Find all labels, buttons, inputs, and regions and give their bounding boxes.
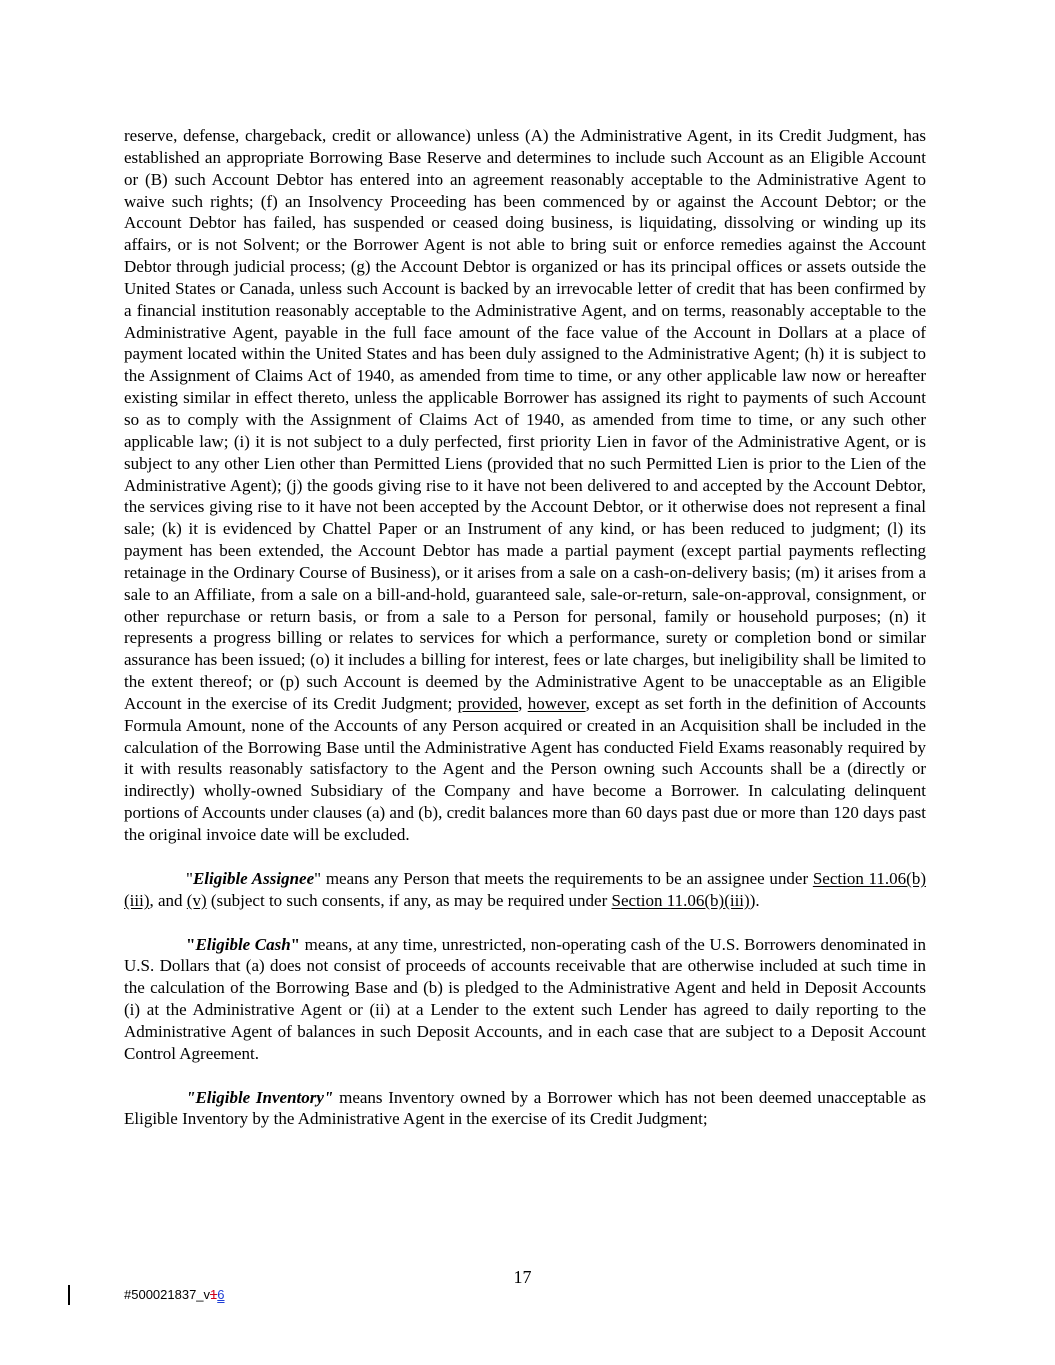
paragraph-eligible-account-continuation	[124, 125, 926, 846]
page-number: 17	[513, 1267, 532, 1287]
eligible-assignee-text1: means any Person that meets the requirements to be an assignee under	[321, 868, 813, 888]
however-term: however	[527, 693, 586, 713]
section-reference: Section 11.06(b)(iii)	[611, 890, 750, 910]
document-id	[124, 1287, 225, 1302]
open-quote: "	[186, 868, 193, 888]
open-quote: "	[186, 934, 196, 954]
continuation-text-part2: , except as set forth in the definition of Accounts Formula Amount, none of the Accounts of any Person acquired or created in an Acquisition shall be included in the calculation of the Borrowing Base until the Administrative Agent has conducted Field Exams reasonably required by it with results reasonably satisfactory to the Agent and the Person owning such Accounts shall be a (directly or indirectly) wholly-owned Subsidiary of the Company and have become a Borrower. In calculating delinquent portions of Accounts under clauses (a) and (b), credit balances more than 60 days past due or more than 120 days past the original invoice date will be excluded.	[124, 693, 927, 844]
eligible-inventory-text: means Inventory owned by a Borrower which has not been deemed unacceptable as Eligible Inventory by the Administrative Agent in the exercise of its Credit Judgment;	[124, 1087, 926, 1129]
paragraph-eligible-inventory	[124, 1087, 926, 1131]
provided-term: provided	[457, 693, 519, 713]
close-quote: "	[314, 868, 322, 888]
paragraph-eligible-cash	[124, 934, 926, 1065]
paragraph-eligible-assignee	[124, 868, 926, 912]
eligible-cash-text: means, at any time, unrestricted, non-operating cash of the U.S. Borrowers denominated in U.S. Dollars that (a) does not consist of proceeds of accounts receivable that are otherwise included at such time in the calculation of the Borrowing Base and (b) is pledged to the Administrative Agent and held in Deposit Accounts (i) at the Administrative Agent or (ii) at a Lender to the extent such Lender has agreed to daily reporting to the Administrative Agent of balances in such Deposit Accounts, and in each case that are subject to a Deposit Account Control Agreement.	[124, 934, 926, 1063]
eligible-assignee-text2: , and	[149, 890, 187, 910]
defined-term-eligible-inventory: "Eligible Inventory"	[186, 1087, 334, 1107]
section-reference: Section 11.06(b)(iii)	[124, 868, 926, 910]
revision-change-bar	[68, 1285, 70, 1305]
eligible-assignee-text4: ).	[749, 890, 760, 910]
defined-term-eligible-assignee: Eligible Assignee	[192, 868, 315, 888]
doc-id-inserted-version: 6	[217, 1287, 225, 1302]
clause-reference: (v)	[186, 890, 207, 910]
continuation-text-part1: reserve, defense, chargeback, credit or allowance) unless (A) the Administrative Agent, in its Credit Judgment, has established an appropriate Borrowing Base Reserve and determines to include such Account as an Eligible Account or (B) such Account Debtor has entered into an agreement reasonably acceptable to the Administrative Agent to waive such rights; (f) an Insolvency Proceeding has been commenced by or against the Account Debtor; or the Account Debtor has failed, has suspended or ceased doing business, is liquidating, dissolving or winding up its affairs, or is not Solvent; or the Borrower Agent is not able to bring suit or enforce remedies against the Account Debtor through judicial process; (g) the Account Debtor is organized or has its principal offices or assets outside the United States or Canada, unless such Account is backed by an irrevocable letter of credit that has been confirmed by a financial institution reasonably acceptable to the Administrative Agent, and on terms, reasonably acceptable to the Administrative Agent, payable in the full face amount of the face value of the Account in Dollars at a place of payment located within the United States and has been duly assigned to the Administrative Agent; (h) it is subject to the Assignment of Claims Act of 1940, as amended from time to time, or any other applicable law now or hereafter existing similar in effect thereto, unless the applicable Borrower has assigned its right to payments of such Account so as to comply with the Assignment of Claims Act of 1940, as amended from time to time, or any such other applicable law; (i) it is not subject to a duly perfected, first priority Lien in favor of the Administrative Agent, or is subject to any other Lien other than Permitted Liens (provided that no such Permitted Lien is prior to the Lien of the Administrative Agent); (j) the goods giving rise to it have not been delivered to and accepted by the Account Debtor, the services giving rise to it have not been accepted by the Account Debtor, or it otherwise does not represent a final sale; (k) it is evidenced by Chattel Paper or an Instrument of any kind, or has been reduced to judgment; (l) its payment has been extended, the Account Debtor has made a partial payment (except partial payments reflecting retainage in the Ordinary Course of Business), or it arises from a sale on a cash-on-delivery basis; (m) it arises from a sale to an Affiliate, from a sale on a bill-and-hold, guaranteed sale, sale-or-return, sale-on-approval, consignment, or other repurchase or return basis, or from a sale to a Person for personal, family or household purposes; (n) it represents a progress billing or relates to services for which a performance, surety or completion bond or similar assurance has been issued; (o) it includes a billing for interest, fees or late charges, but ineligibility shall be limited to the extent thereof; or (p) such Account is deemed by the Administrative Agent to be unacceptable as an Eligible Account in the exercise of its Credit Judgment;	[124, 126, 926, 713]
separator: ,	[518, 693, 528, 713]
body-text	[124, 125, 926, 1130]
defined-term-eligible-cash: Eligible Cash	[195, 934, 291, 954]
doc-id-prefix: #500021837_v	[124, 1287, 211, 1302]
close-quote: "	[290, 934, 301, 954]
doc-id-deleted-version: 1	[210, 1287, 218, 1302]
eligible-assignee-text3: (subject to such consents, if any, as may be required under	[206, 890, 612, 910]
